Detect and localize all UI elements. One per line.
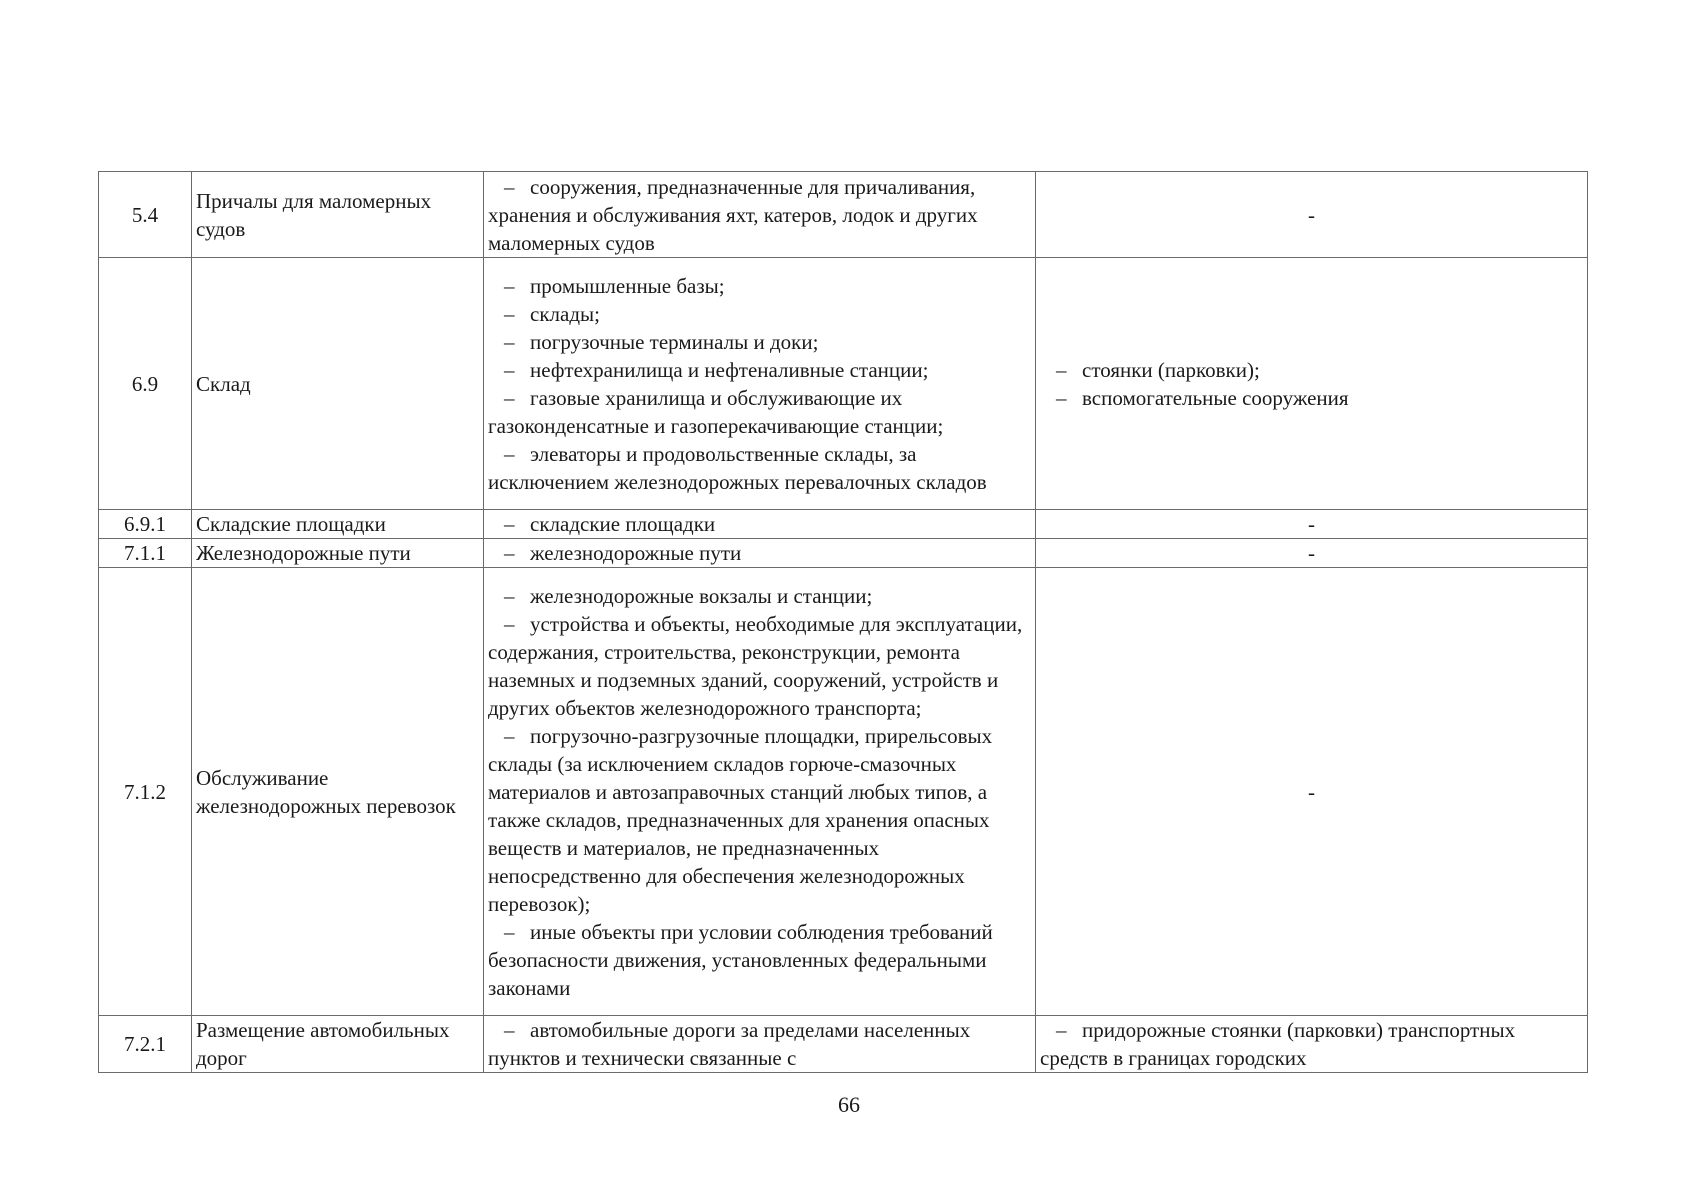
list-item: – погрузочные терминалы и доки; — [504, 329, 819, 354]
row-main-uses — [484, 539, 1036, 568]
list-item: – устройства и объекты, необходимые для эксплуатации, содержания, строительства, реконструкции, ремонта наземных и подземных зданий, сооружений, устройств и других объектов железнодорожного транспорта; — [488, 611, 1023, 720]
list-item: – склады; — [504, 301, 600, 326]
table-row — [99, 539, 1588, 568]
table-row — [99, 510, 1588, 539]
list-item: – вспомогательные сооружения — [1056, 385, 1349, 410]
list-item: – нефтехранилища и нефтеналивные станции; — [504, 357, 929, 382]
row-aux-uses: - — [1036, 172, 1588, 258]
row-name: Причалы для маломерных судов — [192, 172, 484, 258]
list-item: – железнодорожные вокзалы и станции; — [504, 583, 873, 608]
list-item: – железнодорожные пути — [504, 541, 742, 565]
list-item: – промышленные базы; — [504, 273, 725, 298]
table-row — [99, 1016, 1588, 1073]
row-aux-uses: - — [1036, 568, 1588, 1016]
row-name: Железнодорожные пути — [192, 539, 484, 568]
row-code: 7.1.1 — [99, 539, 192, 568]
row-main-uses — [484, 510, 1036, 539]
list-item: – погрузочно-разгрузочные площадки, прирельсовых склады (за исключением складов горюче-смазочных материалов и автозаправочных станций любых типов, а также складов, предназначенных для хранения опасных веществ и материалов, не предназначенных непосредственно для обеспечения железнодорожных перевозок); — [488, 723, 993, 916]
row-aux-uses: - — [1036, 539, 1588, 568]
list-item: – элеваторы и продовольственные склады, за исключением железнодорожных перевалочных складов — [488, 441, 987, 494]
row-code: 7.2.1 — [99, 1016, 192, 1073]
row-main-uses — [484, 172, 1036, 258]
row-code: 7.1.2 — [99, 568, 192, 1016]
table-row — [99, 568, 1588, 1016]
row-main-uses — [484, 258, 1036, 510]
table-row — [99, 172, 1588, 258]
list-item: – складские площадки — [504, 512, 716, 536]
row-code: 5.4 — [99, 172, 192, 258]
list-item: – автомобильные дороги за пределами населенных пунктов и технически связанные с — [488, 1018, 971, 1070]
row-name: Размещение автомобильных дорог — [192, 1016, 484, 1073]
list-item: – стоянки (парковки); — [1056, 357, 1260, 382]
row-name: Склад — [192, 258, 484, 510]
dash-marker: – — [504, 174, 515, 199]
list-item: – сооружения, предназначенные для причаливания, хранения и обслуживания яхт, катеров, лодок и других маломерных судов — [488, 174, 978, 255]
row-name: Обслуживание железнодорожных перевозок — [192, 568, 484, 1016]
permitted-use-table — [98, 171, 1588, 1073]
row-aux-uses — [1036, 258, 1588, 510]
row-aux-uses: - — [1036, 510, 1588, 539]
list-item: – иные объекты при условии соблюдения требований безопасности движения, установленных федеральными законами — [488, 919, 993, 1000]
list-item: – придорожные стоянки (парковки) транспортных средств в границах городских — [1040, 1018, 1516, 1070]
row-aux-uses — [1036, 1016, 1588, 1073]
row-main-uses — [484, 1016, 1036, 1073]
row-code: 6.9 — [99, 258, 192, 510]
page-number: 66 — [838, 1092, 860, 1117]
row-main-uses — [484, 568, 1036, 1016]
list-item: – газовые хранилища и обслуживающие их газоконденсатные и газоперекачивающие станции; — [488, 385, 944, 438]
table-row — [99, 258, 1588, 510]
row-name: Складские площадки — [192, 510, 484, 539]
row-code: 6.9.1 — [99, 510, 192, 539]
